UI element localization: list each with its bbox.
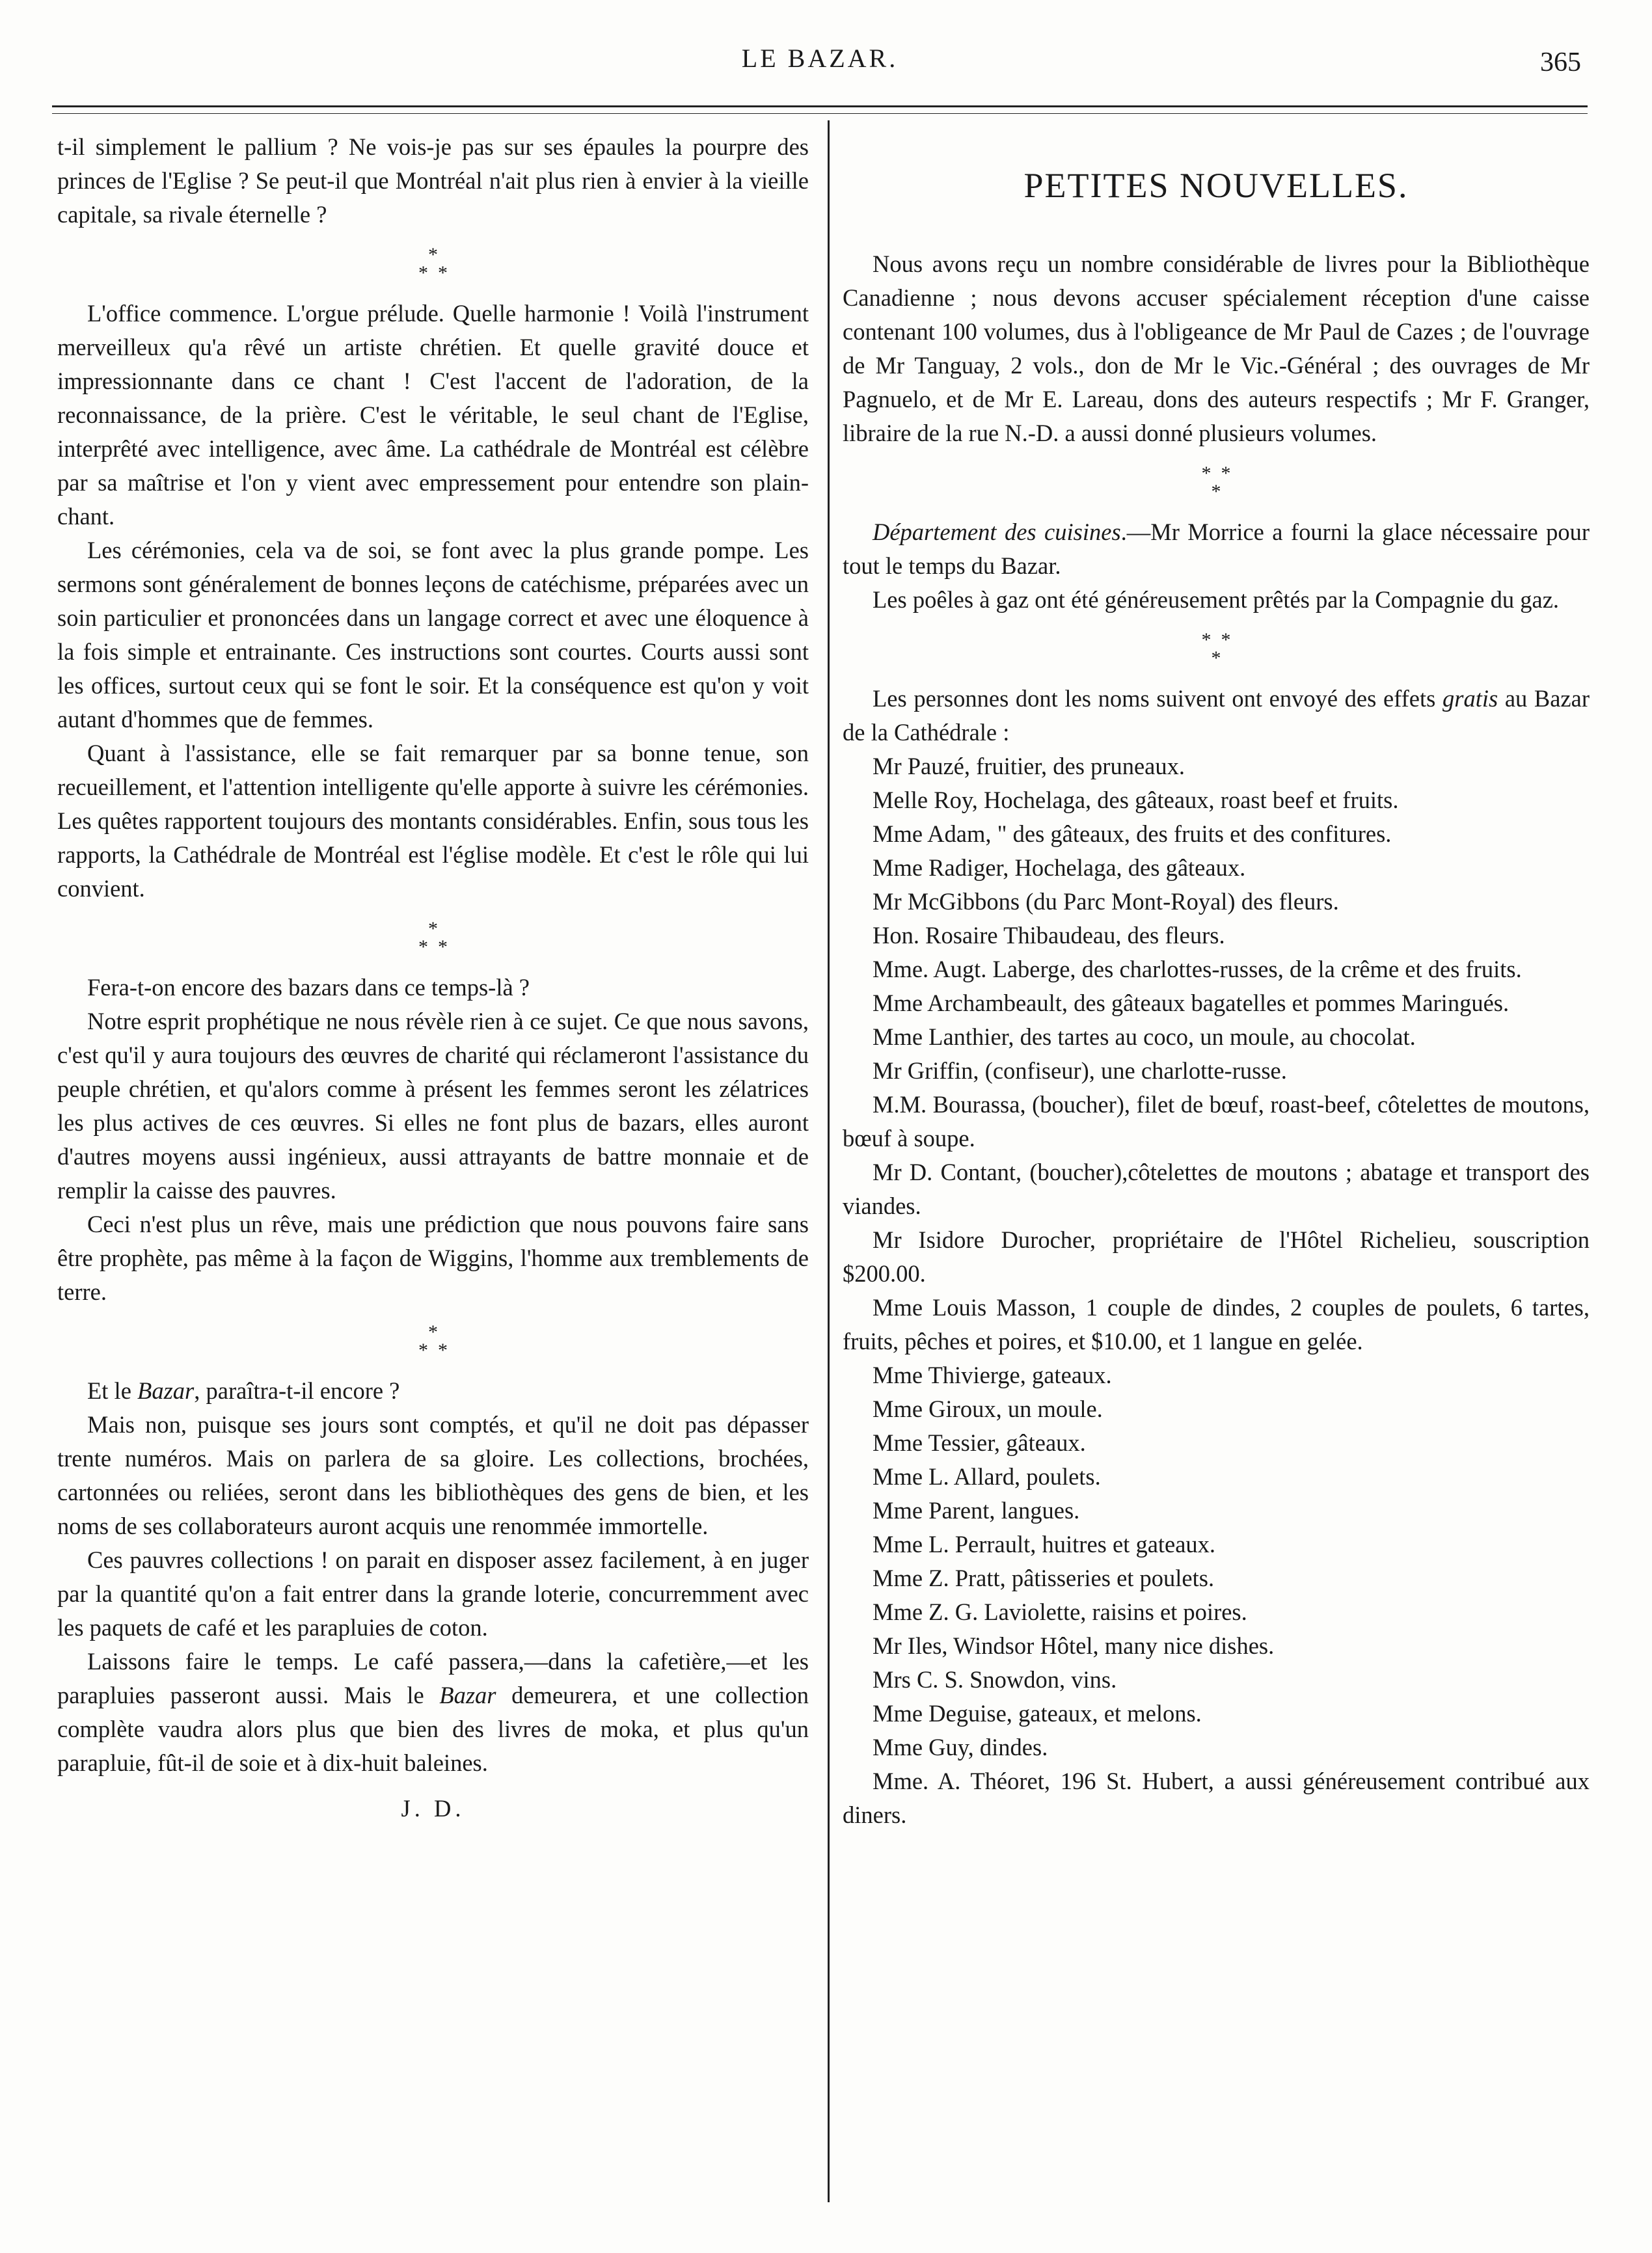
donor-entry: Mme Parent, langues. [873, 1497, 1080, 1524]
donor-entry: Mrs C. S. Snowdon, vins. [873, 1666, 1117, 1693]
donor-entry: Mme Radiger, Hochelaga, des gâteaux. [873, 854, 1246, 881]
donor-entry: Mme Thivierge, gateaux. [873, 1362, 1112, 1388]
donor-entry: Mr D. Contant, (boucher),côtelettes de moutons ; abatage et transport des viandes. [843, 1159, 1590, 1219]
asterism: * * * [1201, 463, 1231, 502]
paragraph: Laissons faire le temps. Le café passera,—dans la cafetière,—et les parapluies passeront aussi. Mais le Bazar demeurera, et une collection complète vaudra alors plus que bien des livres de moka, et plus qu'un parapluie, fût-il de soie et à dix-huit baleines. [57, 1648, 809, 1776]
section-title: PETITES NOUVELLES. [1023, 166, 1409, 205]
paragraph: Les poêles à gaz ont été généreusement prêtés par la Compagnie du gaz. [873, 586, 1560, 613]
donor-entry: Mr Griffin, (confiseur), une charlotte-russe. [873, 1057, 1287, 1084]
paragraph: t-il simplement le pallium ? Ne vois-je pas sur ses épaules la pourpre des princes de l'Eglise ? Se peut-il que Montréal n'ait plus rien à envier à la vieille capitale, sa rivale éternelle ? [57, 133, 809, 228]
donor-entry: Mme Archambeault, des gâteaux bagatelles et pommes Maringués. [873, 990, 1510, 1016]
paragraph: Quant à l'assistance, elle se fait remarquer par sa bonne tenue, son recueillement, et l'attention intelligente qu'elle apporte à suivre les cérémonies. Les quêtes rapportent toujours des montants considérables. Enfin, sous tous les rapports, la Cathédrale de Montréal est l'église modèle. Et c'est le rôle qui lui convient. [57, 740, 809, 902]
donor-list [843, 749, 1590, 1832]
paragraph: Mais non, puisque ses jours sont comptés, et qu'il ne doit pas dépasser trente numéros. Mais on parlera de sa gloire. Les collections, brochées, cartonnées ou reliées, seront dans les bibliothèques des gens de bien, et les noms de ses collaborateurs auront acquis une renommée immortelle. [57, 1411, 809, 1539]
donor-entry: Mme. Augt. Laberge, des charlottes-russes, de la crême et des fruits. [873, 956, 1522, 982]
paragraph: L'office commence. L'orgue prélude. Quelle harmonie ! Voilà l'instrument merveilleux qu'a rêvé un artiste chrétien. Et quelle gravité douce et impressionnante dans ce chant ! C'est l'accent de l'adoration, de la reconnaissance, de la prière. C'est le véritable, le seul chant de l'Eglise, interprêté avec intelligence, avec âme. La cathédrale de Montréal est célèbre par sa maîtrise et l'on y vient avec empressement pour entendre son plain-chant. [57, 300, 809, 530]
donor-entry: Mme L. Perrault, huitres et gateaux. [873, 1531, 1216, 1558]
paragraph: Département des cuisines.—Mr Morrice a fourni la glace nécessaire pour tout le temps du Bazar. [843, 519, 1590, 579]
donor-entry: Mme Lanthier, des tartes au coco, un moule, au chocolat. [873, 1023, 1416, 1050]
paragraph: Nous avons reçu un nombre considérable de livres pour la Bibliothèque Canadienne ; nous devons accuser spécialement réception d'une caisse contenant 100 volumes, dus à l'obligeance de Mr Paul de Cazes ; de l'ouvrage de Mr Tanguay, 2 vols., don de Mr le Vic.-Général ; des ouvrages de Mr Pagnuelo, et de Mr E. Lareau, dons des auteurs respectifs ; Mr F. Granger, libraire de la rue N.-D. a aussi donné plusieurs volumes. [843, 250, 1590, 446]
paragraph: Les cérémonies, cela va de soi, se font avec la plus grande pompe. Les sermons sont généralement de bonnes leçons de catéchisme, préparées avec un soin particulier et prononcées dans un langage correct et avec une éloquence à la fois simple et entrainante. Ces instructions sont courtes. Courts aussi sont les offices, surtout ceux qui se font le soir. Et la conséquence est qu'on y voit autant d'hommes que de femmes. [57, 537, 809, 733]
running-title: LE BAZAR. [741, 44, 899, 73]
donor-entry: Mme Guy, dindes. [873, 1734, 1048, 1761]
donor-entry: Mr Isidore Durocher, propriétaire de l'Hôtel Richelieu, souscription $200.00. [843, 1226, 1590, 1287]
header-rule-thick [52, 105, 1588, 107]
donor-entry: Mme Giroux, un moule. [873, 1396, 1103, 1422]
paragraph: Fera-t-on encore des bazars dans ce temps-là ? [87, 974, 530, 1001]
paragraph: Les personnes dont les noms suivent ont envoyé des effets gratis au Bazar de la Cathédrale : [843, 685, 1590, 746]
asterism: * * * [418, 918, 448, 958]
donor-entry: Mr Pauzé, fruitier, des pruneaux. [873, 753, 1185, 779]
donor-entry: Mme Adam, " des gâteaux, des fruits et des confitures. [873, 820, 1392, 847]
right-column [843, 163, 1590, 1832]
donor-entry: Melle Roy, Hochelaga, des gâteaux, roast beef et fruits. [873, 787, 1399, 813]
asterism: * * * [1201, 629, 1231, 669]
donor-entry: Hon. Rosaire Thibaudeau, des fleurs. [873, 922, 1225, 949]
paragraph: Et le Bazar, paraîtra-t-il encore ? [87, 1377, 400, 1404]
paragraph: Notre esprit prophétique ne nous révèle rien à ce sujet. Ce que nous savons, c'est qu'il y aura toujours des œuvres de charité qui réclameront l'assistance du peuple chrétien, et qu'alors comme à présent les femmes seront les zélatrices les plus actives de ces œuvres. Si elles ne font plus de bazars, elles auront d'autres moyens aussi ingénieux, aussi attrayants de battre monnaie et de remplir la caisse des pauvres. [57, 1008, 809, 1204]
signature: J. D. [401, 1795, 465, 1822]
donor-entry: Mme L. Allard, poulets. [873, 1463, 1101, 1490]
donor-entry: Mme Z. G. Laviolette, raisins et poires. [873, 1599, 1247, 1625]
donor-entry: Mme Tessier, gâteaux. [873, 1429, 1086, 1456]
donor-entry: Mr Iles, Windsor Hôtel, many nice dishes. [873, 1632, 1275, 1659]
header-rule-thin [52, 113, 1588, 114]
donor-entry: M.M. Bourassa, (boucher), filet de bœuf, roast-beef, côtelettes de moutons, bœuf à soupe. [843, 1091, 1590, 1152]
page-number: 365 [1540, 47, 1581, 77]
page-header [52, 43, 1588, 88]
paragraph: Ceci n'est plus un rêve, mais une prédiction que nous pouvons faire sans être prophète, pas même à la façon de Wiggins, l'homme aux tremblements de terre. [57, 1211, 809, 1305]
donor-entry: Mme. A. Théoret, 196 St. Hubert, a aussi généreusement contribué aux diners. [843, 1768, 1590, 1828]
donor-entry: Mme Z. Pratt, pâtisseries et poulets. [873, 1565, 1215, 1591]
donor-entry: Mme Louis Masson, 1 couple de dindes, 2 couples de poulets, 6 tartes, fruits, pêches et poires, et $10.00, et 1 langue en gelée. [843, 1294, 1590, 1355]
donor-entry: Mr McGibbons (du Parc Mont-Royal) des fleurs. [873, 888, 1339, 915]
column-divider [828, 120, 830, 2202]
donor-entry: Mme Deguise, gateaux, et melons. [873, 1700, 1202, 1727]
asterism: * * * [418, 1321, 448, 1361]
asterism: * * * [418, 244, 448, 284]
left-column [57, 130, 809, 1826]
paragraph: Ces pauvres collections ! on parait en disposer assez facilement, à en juger par la quantité qu'on a fait entrer dans la grande loterie, concurremment avec les paquets de café et les parapluies de coton. [57, 1546, 809, 1641]
